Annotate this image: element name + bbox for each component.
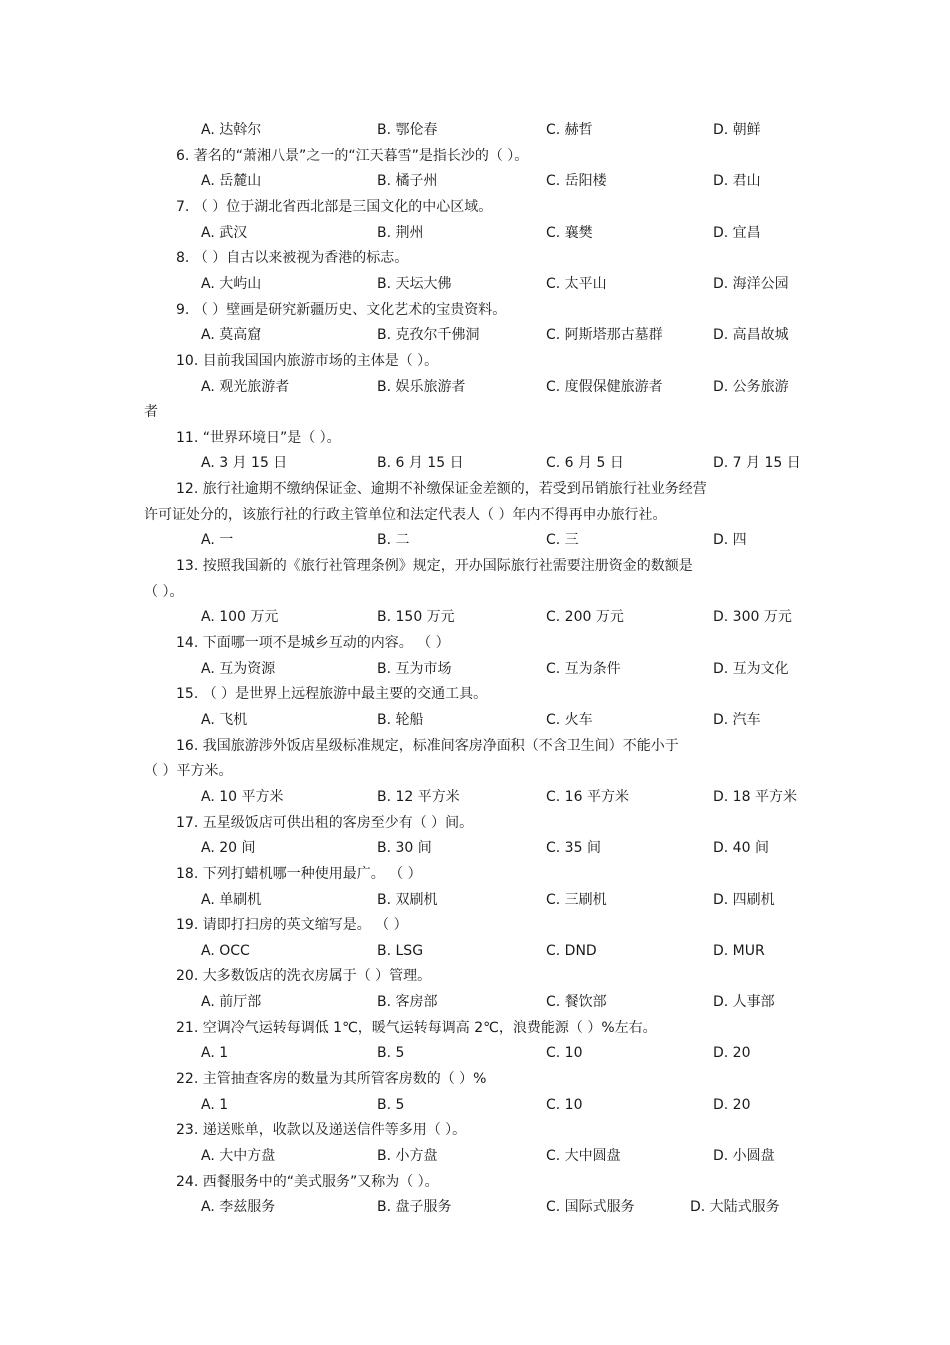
options-row [0, 657, 950, 681]
options-row [0, 1144, 950, 1168]
options-row [0, 990, 950, 1014]
question-line [0, 1170, 950, 1194]
option-b: B. 12 平方米 [377, 788, 460, 805]
option-a: A. 1 [201, 1045, 229, 1062]
question-line [0, 682, 950, 706]
option-d: D. MUR [713, 942, 765, 959]
question-text: 24. 西餐服务中的“美式服务”又称为（ ）。 [176, 1173, 439, 1190]
option-c: C. 三刷机 [546, 891, 607, 908]
option-d: D. 四刷机 [713, 891, 775, 908]
option-c: C. 国际式服务 [546, 1199, 635, 1216]
option-d: D. 高昌故城 [713, 327, 789, 344]
option-b: B. 5 [377, 1096, 405, 1113]
question-line [0, 1016, 950, 1040]
option-c: C. 200 万元 [546, 609, 624, 626]
option-b: B. 6 月 15 日 [377, 455, 464, 472]
option-d: D. 人事部 [713, 994, 775, 1011]
option-a: A. 一 [201, 532, 234, 549]
continuation-text: （ ）平方米。 [144, 763, 233, 780]
question-text: 20. 大多数饭店的洗衣房属于（ ）管理。 [176, 968, 432, 985]
options-row [0, 605, 950, 629]
option-a: A. 达斡尔 [201, 122, 262, 138]
options-row [0, 375, 950, 399]
option-b: B. 鄂伦春 [377, 122, 438, 138]
option-d: D. 300 万元 [713, 609, 792, 626]
options-row [0, 939, 950, 963]
option-b: B. 30 间 [377, 840, 432, 857]
option-b: B. 轮船 [377, 711, 424, 728]
option-d: D. 7 月 15 日 [713, 455, 801, 472]
option-a: A. 大中方盘 [201, 1148, 276, 1164]
option-c: C. 太平山 [546, 275, 607, 292]
question-line [0, 477, 950, 501]
question-line [0, 554, 950, 578]
option-d: D. 20 [713, 1096, 751, 1113]
option-d: D. 大陆式服务 [690, 1199, 780, 1216]
question-text: 10. 目前我国国内旅游市场的主体是（ ）。 [176, 352, 439, 369]
question-text: 21. 空调冷气运转每调低 1℃，暖气运转每调高 2℃，浪费能源（ ）%左右。 [176, 1019, 657, 1036]
option-a: A. 互为资源 [201, 660, 276, 677]
option-a: A. 观光旅游者 [201, 378, 290, 395]
option-b: B. 克孜尔千佛洞 [377, 327, 480, 344]
question-line [0, 631, 950, 655]
options-row [0, 451, 950, 475]
option-b: B. 150 万元 [377, 609, 455, 626]
question-text: 7. （ ）位于湖北省西北部是三国文化的中心区域。 [176, 198, 493, 215]
option-d: D. 40 间 [713, 840, 769, 857]
option-a: A. 李兹服务 [201, 1199, 276, 1216]
option-b: B. LSG [377, 942, 424, 959]
option-c: C. 16 平方米 [546, 788, 629, 805]
question-text: 9. （ ）壁画是研究新疆历史、文化艺术的宝贵资料。 [176, 301, 507, 318]
option-b: B. 双刷机 [377, 891, 438, 908]
question-line [0, 144, 950, 168]
option-d: D. 四 [713, 532, 747, 549]
option-d: D. 18 平方米 [713, 788, 797, 805]
options-row [0, 1195, 950, 1219]
option-a: A. 前厅部 [201, 994, 262, 1011]
continuation-line [0, 580, 950, 604]
options-row [0, 528, 950, 552]
option-a: A. 100 万元 [201, 609, 279, 626]
question-text: 18. 下列打蜡机哪一种使用最广。 （ ） [176, 865, 422, 882]
options-row [0, 1041, 950, 1065]
option-d: D. 海洋公园 [713, 275, 789, 292]
question-text: 23. 递送账单，收款以及递送信件等多用（ ）。 [176, 1122, 467, 1139]
option-c: C. 火车 [546, 711, 593, 728]
option-c: C. DND [546, 942, 597, 959]
option-c: C. 互为条件 [546, 660, 621, 677]
question-line [0, 811, 950, 835]
question-line [0, 1067, 950, 1091]
option-c: C. 阿斯塔那古墓群 [546, 327, 663, 344]
option-b: B. 天坛大佛 [377, 275, 452, 292]
continuation-text: （ ）。 [144, 583, 184, 600]
option-a: A. 莫高窟 [201, 327, 262, 344]
options-row [0, 836, 950, 860]
question-line [0, 246, 950, 270]
continuation-line [0, 400, 950, 424]
options-row [0, 221, 950, 245]
option-d: D. 小圆盘 [713, 1148, 775, 1164]
option-a: A. 岳麓山 [201, 173, 262, 190]
option-b: B. 二 [377, 532, 410, 549]
option-a: A. OCC [201, 942, 250, 959]
option-d: D. 朝鲜 [713, 122, 761, 138]
options-row [0, 785, 950, 809]
question-text: 17. 五星级饭店可供出租的客房至少有（ ）间。 [176, 814, 474, 831]
options-row [0, 1093, 950, 1117]
question-line [0, 426, 950, 450]
option-d: D. 互为文化 [713, 660, 789, 677]
option-d: D. 宜昌 [713, 224, 761, 241]
option-b: B. 娱乐旅游者 [377, 378, 466, 395]
option-c: C. 大中圆盘 [546, 1148, 621, 1164]
option-a: A. 武汉 [201, 224, 248, 241]
option-b: B. 橘子州 [377, 173, 438, 190]
option-a: A. 10 平方米 [201, 788, 284, 805]
question-line [0, 349, 950, 373]
option-d: D. 20 [713, 1045, 751, 1062]
option-c: C. 岳阳楼 [546, 173, 607, 190]
question-line [0, 964, 950, 988]
question-line [0, 862, 950, 886]
option-a: A. 飞机 [201, 711, 248, 728]
question-text: 11. “世界环境日”是（ ）。 [176, 429, 341, 446]
continuation-line [0, 759, 950, 783]
option-a: A. 大屿山 [201, 275, 262, 292]
option-d: D. 公务旅游 [713, 378, 789, 395]
option-b: B. 客房部 [377, 994, 438, 1011]
question-line [0, 1118, 950, 1142]
option-a: A. 20 间 [201, 840, 256, 857]
option-c: C. 度假保健旅游者 [546, 378, 663, 395]
question-line [0, 734, 950, 758]
options-row [0, 272, 950, 296]
question-text: 22. 主管抽查客房的数量为其所管客房数的（ ）% [176, 1071, 487, 1088]
option-c: C. 赫哲 [546, 122, 593, 138]
question-text: 6. 著名的“萧湘八景”之一的“江天暮雪”是指长沙的（ ）。 [176, 147, 529, 164]
option-b: B. 5 [377, 1045, 405, 1062]
question-text: 16. 我国旅游涉外饭店星级标准规定，标准间客房净面积（不含卫生间）不能小于 [176, 737, 679, 754]
continuation-line [0, 503, 950, 527]
option-c: C. 餐饮部 [546, 994, 607, 1011]
continuation-text: 者 [144, 404, 158, 421]
question-text: 8. （ ）自古以来被视为香港的标志。 [176, 250, 409, 267]
options-row [0, 708, 950, 732]
option-c: C. 35 间 [546, 840, 601, 857]
option-c: C. 三 [546, 532, 579, 549]
options-row [0, 169, 950, 193]
options-row [0, 118, 950, 142]
option-d: D. 君山 [713, 173, 761, 190]
question-text: 19. 请即打扫房的英文缩写是。 （ ） [176, 917, 408, 934]
option-c: C. 襄樊 [546, 224, 593, 241]
question-line [0, 913, 950, 937]
option-c: C. 6 月 5 日 [546, 455, 624, 472]
question-text: 15. （ ）是世界上远程旅游中最主要的交通工具。 [176, 686, 488, 703]
question-text: 14. 下面哪一项不是城乡互动的内容。 （ ） [176, 635, 450, 651]
question-text: 13. 按照我国新的《旅行社管理条例》规定，开办国际旅行社需要注册资金的数额是 [176, 558, 693, 575]
option-c: C. 10 [546, 1045, 583, 1062]
options-row [0, 323, 950, 347]
option-a: A. 3 月 15 日 [201, 455, 288, 472]
question-text: 12. 旅行社逾期不缴纳保证金、逾期不补缴保证金差额的，若受到吊销旅行社业务经营 [176, 481, 707, 498]
option-a: A. 单刷机 [201, 891, 262, 908]
question-line [0, 195, 950, 219]
option-b: B. 盘子服务 [377, 1199, 452, 1216]
option-b: B. 荆州 [377, 224, 424, 241]
option-b: B. 互为市场 [377, 660, 452, 677]
option-b: B. 小方盘 [377, 1148, 438, 1164]
options-row [0, 888, 950, 912]
question-line [0, 298, 950, 322]
option-d: D. 汽车 [713, 711, 761, 728]
option-c: C. 10 [546, 1096, 583, 1113]
continuation-text: 许可证处分的，该旅行社的行政主管单位和法定代表人（ ）年内不得再申办旅行社。 [144, 506, 667, 523]
option-a: A. 1 [201, 1096, 229, 1113]
